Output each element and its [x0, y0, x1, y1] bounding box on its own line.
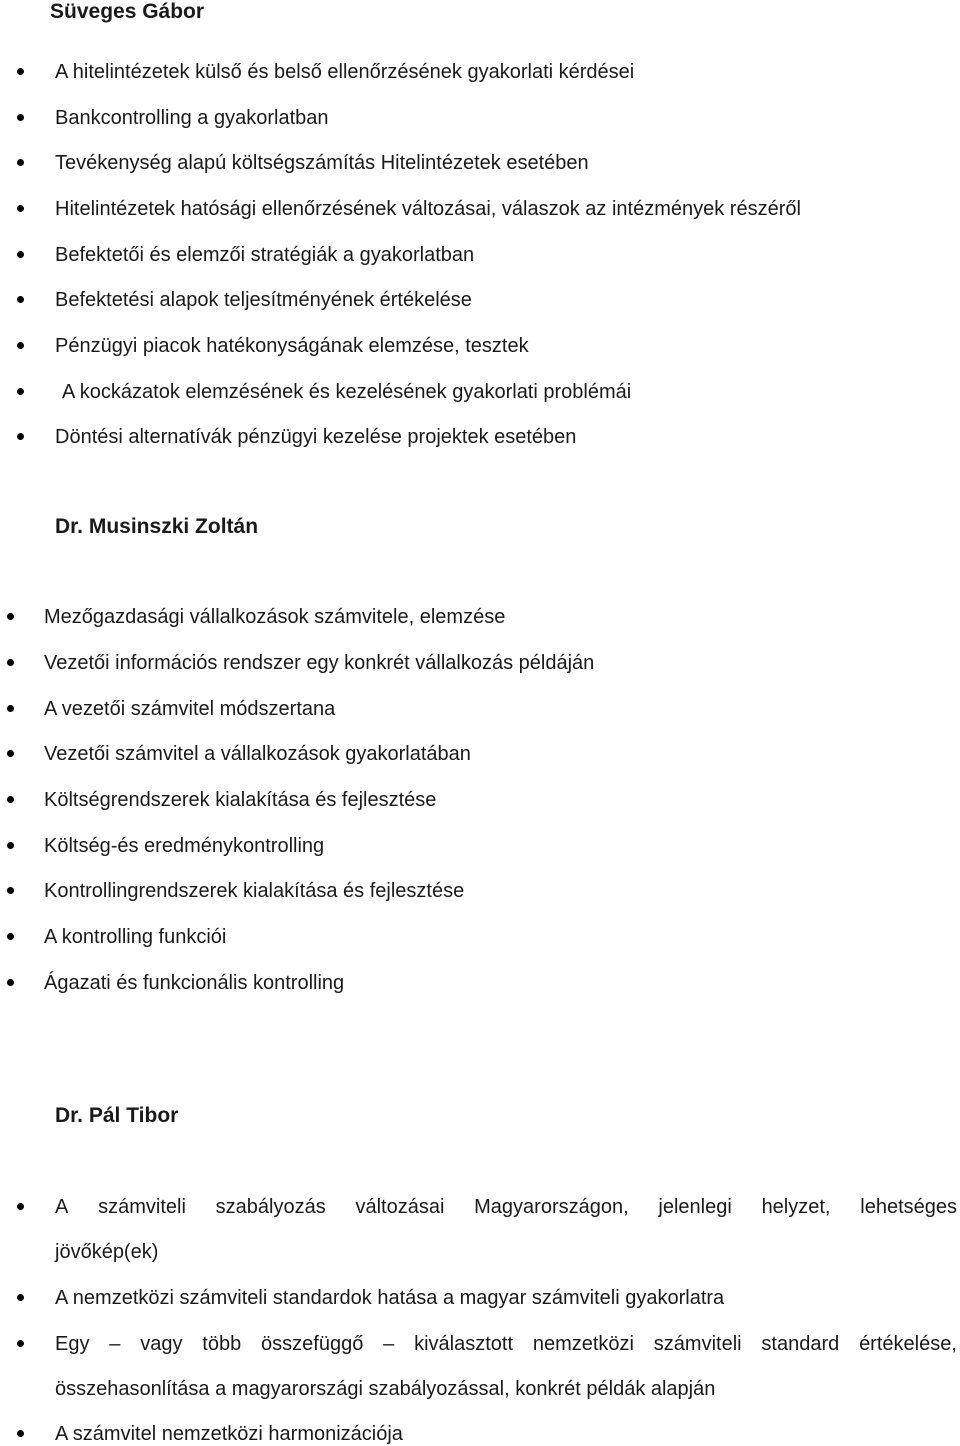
- section-3-item-1-line-2: jövőkép(ek): [55, 1241, 159, 1263]
- word: Magyarországon,: [474, 1196, 629, 1218]
- word: –: [383, 1333, 395, 1355]
- bullet-icon: [7, 887, 14, 894]
- section-1-item: Döntési alternatívák pénzügyi kezelése projektek esetében: [55, 426, 577, 448]
- word: A: [55, 1196, 69, 1218]
- word: kiválasztott: [414, 1333, 514, 1355]
- word: számviteli: [653, 1333, 742, 1355]
- section-2-author: Dr. Musinszki Zoltán: [55, 515, 259, 538]
- word: változásai: [355, 1196, 445, 1218]
- section-3-item: A nemzetközi számviteli standardok hatása a magyar számviteli gyakorlatra: [55, 1287, 725, 1309]
- bullet-icon: [17, 159, 24, 166]
- section-1-item: Befektetői és elemzői stratégiák a gyakorlatban: [55, 244, 475, 266]
- word: több: [202, 1333, 242, 1355]
- word: helyzet,: [761, 1196, 831, 1218]
- bullet-icon: [7, 979, 14, 986]
- bullet-icon: [17, 433, 24, 440]
- bullet-icon: [17, 342, 24, 349]
- section-1-item: Befektetési alapok teljesítményének értékelése: [55, 289, 472, 311]
- word: szabályozás: [215, 1196, 326, 1218]
- bullet-icon: [7, 613, 14, 620]
- section-3-item-3-line-1: [55, 1332, 957, 1356]
- bullet-icon: [17, 388, 24, 395]
- section-1-author: Süveges Gábor: [50, 0, 205, 23]
- word: standard: [761, 1333, 840, 1355]
- bullet-icon: [7, 796, 14, 803]
- section-3-item: A számvitel nemzetközi harmonizációja: [55, 1423, 403, 1445]
- section-2-item: Ágazati és funkcionális kontrolling: [44, 972, 345, 994]
- section-3-author: Dr. Pál Tibor: [55, 1104, 179, 1127]
- bullet-icon: [17, 1203, 24, 1210]
- section-1-item: A kockázatok elemzésének és kezelésének gyakorlati problémái: [62, 381, 632, 403]
- section-1-item: Pénzügyi piacok hatékonyságának elemzése, tesztek: [55, 335, 529, 357]
- section-2-item: Költség-és eredménykontrolling: [44, 835, 325, 857]
- bullet-icon: [17, 251, 24, 258]
- section-1-item: Hitelintézetek hatósági ellenőrzésének változásai, válaszok az intézmények részéről: [55, 198, 801, 220]
- section-2-item: Mezőgazdasági vállalkozások számvitele, elemzése: [44, 606, 506, 628]
- section-2-item: A vezetői számvitel módszertana: [44, 698, 336, 720]
- bullet-icon: [17, 1340, 24, 1347]
- bullet-icon: [17, 1430, 24, 1437]
- section-1-item: Tevékenység alapú költségszámítás Hitelintézetek esetében: [55, 152, 589, 174]
- section-3-item-3-line-2: összehasonlítása a magyarországi szabályozással, konkrét példák alapján: [55, 1378, 716, 1400]
- section-2-item: Vezetői számvitel a vállalkozások gyakorlatában: [44, 743, 471, 765]
- word: nemzetközi: [532, 1333, 634, 1355]
- word: Egy: [55, 1333, 90, 1355]
- word: jelenlegi: [658, 1196, 732, 1218]
- word: értékelése,: [859, 1333, 957, 1355]
- section-1-item: Bankcontrolling a gyakorlatban: [55, 107, 329, 129]
- section-2-item: Kontrollingrendszerek kialakítása és fejlesztése: [44, 880, 465, 902]
- bullet-icon: [7, 933, 14, 940]
- word: lehetséges: [860, 1196, 957, 1218]
- bullet-icon: [17, 1294, 24, 1301]
- bullet-icon: [7, 705, 14, 712]
- bullet-icon: [7, 659, 14, 666]
- word: számviteli: [98, 1196, 186, 1218]
- bullet-icon: [7, 750, 14, 757]
- section-2-item: Vezetői információs rendszer egy konkrét vállalkozás példáján: [44, 652, 595, 674]
- section-2-item: Költségrendszerek kialakítása és fejlesztése: [44, 789, 437, 811]
- bullet-icon: [17, 296, 24, 303]
- word: –: [109, 1333, 121, 1355]
- section-3-item-1-line-1: [55, 1195, 957, 1219]
- section-2-item: A kontrolling funkciói: [44, 926, 227, 948]
- word: vagy: [140, 1333, 183, 1355]
- bullet-icon: [7, 842, 14, 849]
- bullet-icon: [17, 68, 24, 75]
- bullet-icon: [17, 205, 24, 212]
- bullet-icon: [17, 114, 24, 121]
- word: összefüggő: [261, 1333, 364, 1355]
- section-1-item: A hitelintézetek külső és belső ellenőrzésének gyakorlati kérdései: [55, 61, 635, 83]
